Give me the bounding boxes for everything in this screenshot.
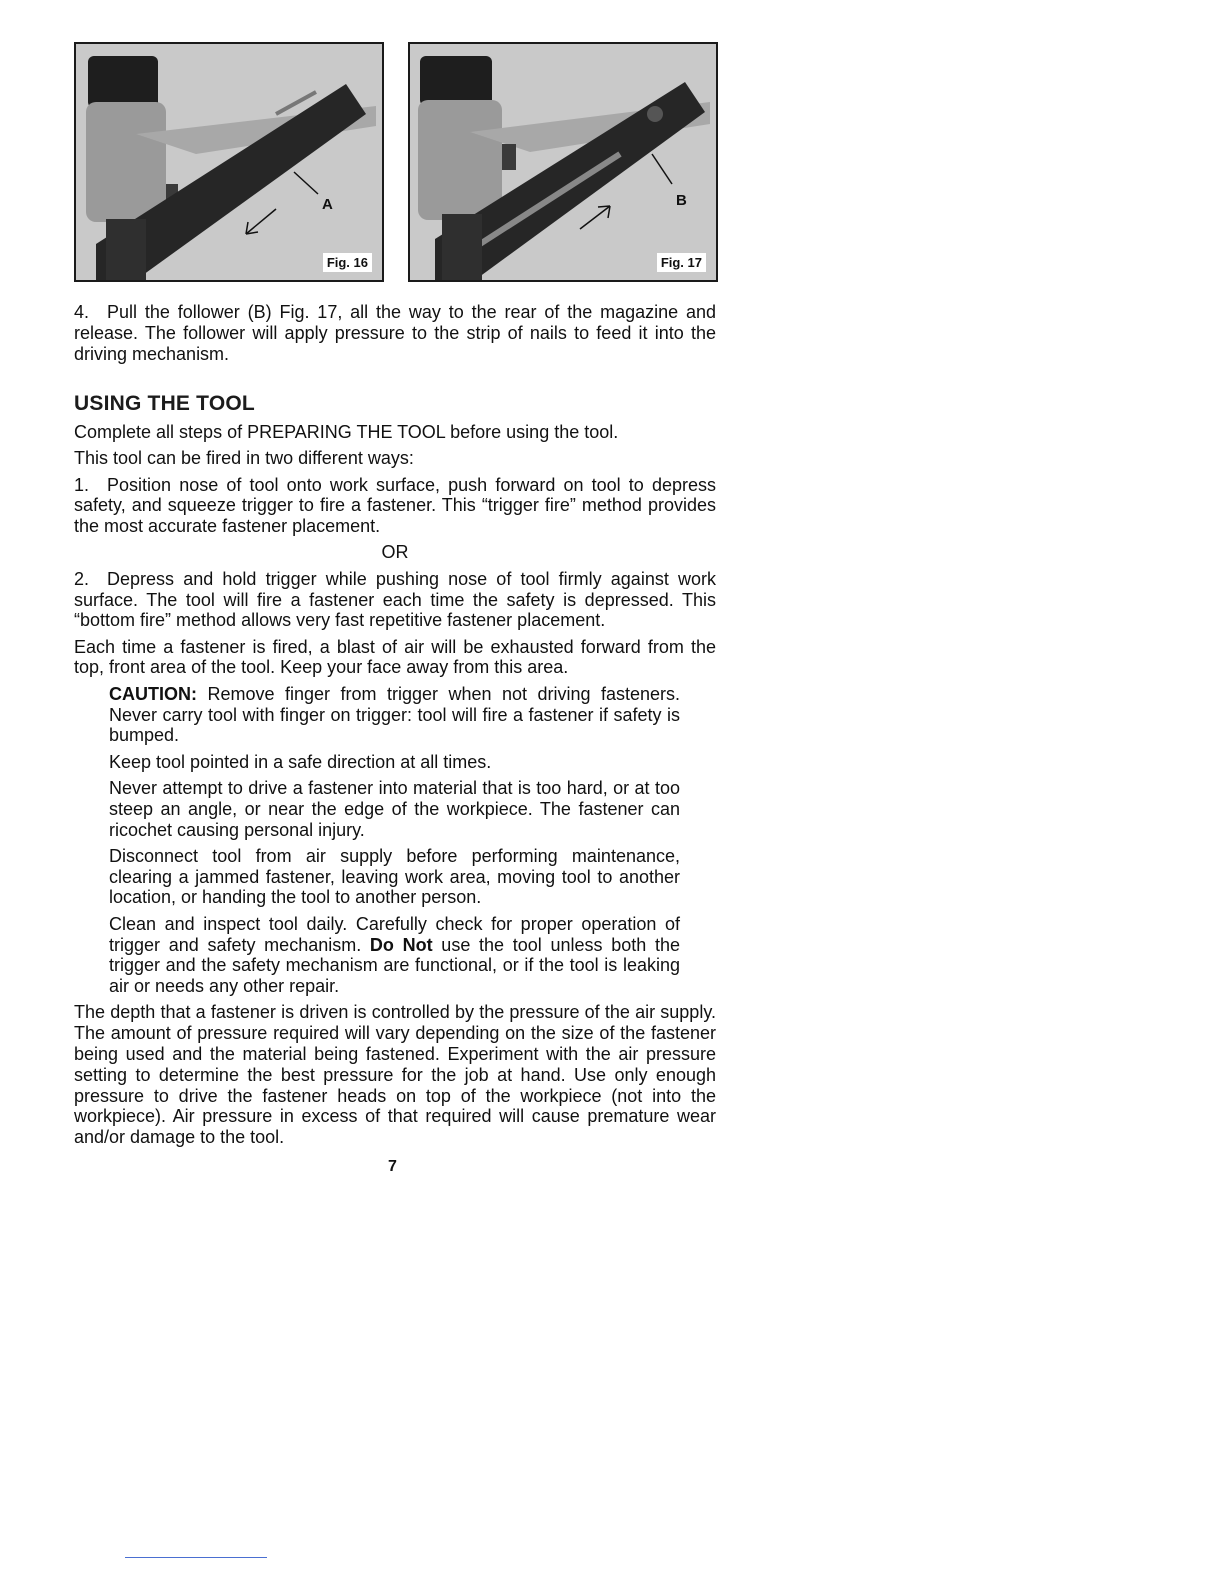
do-not-emphasis: Do Not [369,934,433,955]
nailer-photo-fig17 [410,44,716,280]
nailer-photo-fig16 [76,44,382,280]
callout-b: B [676,192,687,209]
fig-17-label: Fig. 17 [657,253,706,272]
using-tool-body [74,422,716,1154]
depth-text: The depth that a fastener is driven is controlled by the pressure of the air supply. The amount of pressure required will vary depending on the size of the fastener being used and the material being fastened. Experiment with the air pressure setting to determine the best pressure for the job at hand. Use only enough pressure to drive the fastener heads on top of the workpiece (not into the workpiece). Air pressure in excess of that required will cause premature wear and/or damage to the tool. [74,1002,716,1148]
figure-16 [74,42,384,282]
clean-text-a: Clean and inspect tool daily. Carefully check for proper operation of trigger and safety mechanism. [109,913,680,955]
two-ways-text: This tool can be fired in two different ways: [74,448,414,469]
fig-16-label: Fig. 16 [323,253,372,272]
exhaust-text: Each time a fastener is fired, a blast of air will be exhausted forward from the top, front area of the tool. Keep your face away from this area. [74,636,716,678]
step-4-block [74,302,716,364]
figures-row [74,42,718,282]
figure-17 [408,42,718,282]
complete-steps-text: Complete all steps of PREPARING THE TOOL before using the tool. [74,422,619,442]
never-attempt-text: Never attempt to drive a fastener into material that is too hard, or at too steep an angle, or near the edge of the workpiece. The fastener can ricochet causing personal injury. [109,777,680,840]
clean-inspect-paragraph [109,914,680,997]
caution-label: CAUTION: [109,683,197,704]
or-separator: OR [381,542,409,563]
page-number: 7 [388,1158,397,1175]
keep-pointed-text: Keep tool pointed in a safe direction at all times. [109,751,492,772]
caution-paragraph [109,684,680,746]
section-heading: USING THE TOOL [74,392,255,415]
disconnect-text: Disconnect tool from air supply before performing maintenance, clearing a jammed fastener, leaving work area, moving tool to another location, or handing the tool to another person. [109,845,680,908]
step-4-text: 4. Pull the follower (B) Fig. 17, all the way to the rear of the magazine and release. The follower will apply pressure to the strip of nails to feed it into the driving mechanism. [74,302,716,364]
method-1-text: 1. Position nose of tool onto work surface, push forward on tool to depress safety, and squeeze trigger to fire a fastener. This “trigger fire” method provides the most accurate fastener placement. [74,474,716,537]
caution-text: Remove finger from trigger when not driving fasteners. Never carry tool with finger on trigger: tool will fire a fastener if safety is bumped. [109,683,680,746]
method-2-text: 2. Depress and hold trigger while pushing nose of tool firmly against work surface. The tool will fire a fastener each time the safety is depressed. This “bottom fire” method allows very fast repetitive fastener placement. [74,568,716,631]
clean-text-b: use the tool unless both the trigger and the safety mechanism are functional, or if the tool is leaking air or needs any other repair. [109,934,680,997]
callout-a: A [322,196,333,213]
bottom-rule [125,1557,267,1558]
